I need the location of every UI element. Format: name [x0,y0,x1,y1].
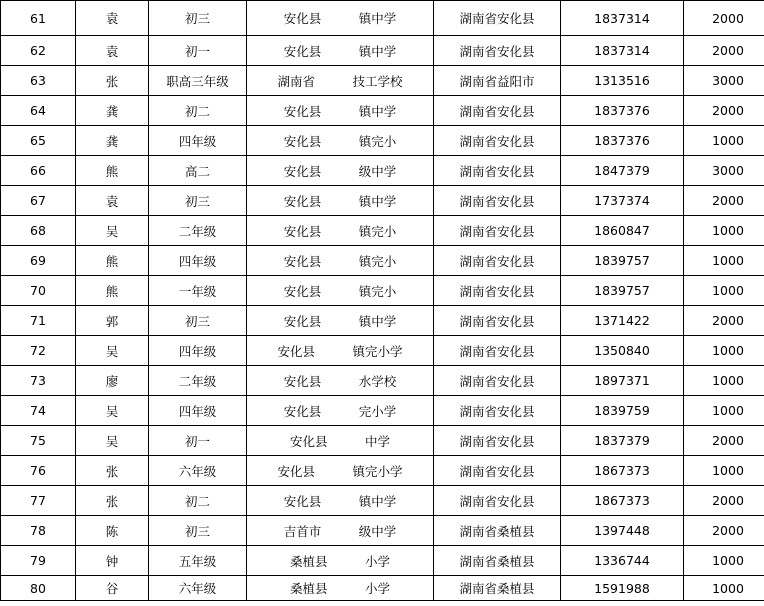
address-cell: 湖南省桑植县 [434,546,561,576]
grade-cell: 初三 [149,306,247,336]
name-cell: 龚 [76,126,149,156]
amount-cell: 2000 [684,96,764,126]
name-cell: 龚 [76,96,149,126]
name-cell: 张 [76,486,149,516]
row-number-cell: 73 [1,366,76,396]
grade-cell: 初二 [149,486,247,516]
phone-cell: 1860847 [561,216,684,246]
row-number-cell: 62 [1,36,76,66]
amount-cell: 2000 [684,306,764,336]
school-cell: 安化县 镇完小 [247,246,434,276]
table-row [1,576,764,601]
table-row [1,246,764,276]
row-number-cell: 80 [1,576,76,601]
row-number-cell: 75 [1,426,76,456]
address-cell: 湖南省安化县 [434,306,561,336]
name-cell: 廖 [76,366,149,396]
grade-cell: 四年级 [149,126,247,156]
address-cell: 湖南省益阳市 [434,66,561,96]
grade-cell: 初一 [149,426,247,456]
row-number-cell: 61 [1,1,76,36]
phone-cell: 1313516 [561,66,684,96]
phone-cell: 1837379 [561,426,684,456]
table-row [1,186,764,216]
name-cell: 谷 [76,576,149,601]
phone-cell: 1839759 [561,396,684,426]
phone-cell: 1897371 [561,366,684,396]
row-number-cell: 63 [1,66,76,96]
row-number-cell: 66 [1,156,76,186]
school-cell: 安化县 完小学 [247,396,434,426]
amount-cell: 1000 [684,246,764,276]
table-row [1,336,764,366]
grade-cell: 六年级 [149,576,247,601]
name-cell: 张 [76,66,149,96]
grade-cell: 高二 [149,156,247,186]
grade-cell: 五年级 [149,546,247,576]
school-cell: 安化县 镇完小 [247,216,434,246]
name-cell: 吴 [76,426,149,456]
school-cell: 安化县 级中学 [247,156,434,186]
grade-cell: 初二 [149,96,247,126]
amount-cell: 1000 [684,126,764,156]
amount-cell: 1000 [684,216,764,246]
name-cell: 熊 [76,156,149,186]
grade-cell: 六年级 [149,456,247,486]
row-number-cell: 71 [1,306,76,336]
address-cell: 湖南省安化县 [434,366,561,396]
school-cell: 安化县 镇完小 [247,276,434,306]
school-cell: 安化县 镇中学 [247,36,434,66]
school-cell: 安化县 水学校 [247,366,434,396]
amount-cell: 2000 [684,1,764,36]
table-row [1,456,764,486]
school-cell: 安化县 镇中学 [247,96,434,126]
row-number-cell: 68 [1,216,76,246]
phone-cell: 1839757 [561,246,684,276]
phone-cell: 1336744 [561,546,684,576]
grade-cell: 二年级 [149,366,247,396]
school-cell: 安化县 镇中学 [247,1,434,36]
table-row [1,516,764,546]
row-number-cell: 79 [1,546,76,576]
grade-cell: 一年级 [149,276,247,306]
amount-cell: 1000 [684,366,764,396]
amount-cell: 1000 [684,576,764,601]
table-row [1,486,764,516]
table-row [1,306,764,336]
phone-cell: 1837314 [561,36,684,66]
address-cell: 湖南省安化县 [434,216,561,246]
row-number-cell: 78 [1,516,76,546]
table-body [1,1,764,601]
school-cell: 安化县 镇中学 [247,306,434,336]
table-row [1,276,764,306]
row-number-cell: 69 [1,246,76,276]
phone-cell: 1591988 [561,576,684,601]
phone-cell: 1737374 [561,186,684,216]
amount-cell: 1000 [684,396,764,426]
address-cell: 湖南省安化县 [434,36,561,66]
table-row [1,216,764,246]
phone-cell: 1847379 [561,156,684,186]
name-cell: 张 [76,456,149,486]
school-cell: 湖南省 技工学校 [247,66,434,96]
amount-cell: 2000 [684,36,764,66]
grade-cell: 初三 [149,1,247,36]
name-cell: 袁 [76,186,149,216]
row-number-cell: 72 [1,336,76,366]
address-cell: 湖南省安化县 [434,186,561,216]
address-cell: 湖南省安化县 [434,156,561,186]
phone-cell: 1350840 [561,336,684,366]
grade-cell: 初三 [149,186,247,216]
address-cell: 湖南省安化县 [434,456,561,486]
grade-cell: 职高三年级 [149,66,247,96]
row-number-cell: 74 [1,396,76,426]
address-cell: 湖南省安化县 [434,246,561,276]
phone-cell: 1837376 [561,96,684,126]
amount-cell: 1000 [684,336,764,366]
school-cell: 安化县 镇完小学 [247,336,434,366]
amount-cell: 2000 [684,486,764,516]
school-cell: 安化县 镇中学 [247,186,434,216]
grade-cell: 四年级 [149,396,247,426]
school-cell: 安化县 镇完小 [247,126,434,156]
row-number-cell: 76 [1,456,76,486]
row-number-cell: 65 [1,126,76,156]
phone-cell: 1837376 [561,126,684,156]
table-row [1,1,764,36]
phone-cell: 1867373 [561,456,684,486]
amount-cell: 3000 [684,156,764,186]
name-cell: 吴 [76,216,149,246]
name-cell: 熊 [76,246,149,276]
school-cell: 桑植县 小学 [247,546,434,576]
name-cell: 陈 [76,516,149,546]
table-row [1,546,764,576]
row-number-cell: 70 [1,276,76,306]
grade-cell: 初一 [149,36,247,66]
school-cell: 安化县 镇完小学 [247,456,434,486]
name-cell: 钟 [76,546,149,576]
table-row [1,66,764,96]
table-row [1,366,764,396]
address-cell: 湖南省安化县 [434,336,561,366]
grade-cell: 二年级 [149,216,247,246]
address-cell: 湖南省安化县 [434,426,561,456]
address-cell: 湖南省桑植县 [434,516,561,546]
amount-cell: 1000 [684,546,764,576]
phone-cell: 1839757 [561,276,684,306]
name-cell: 吴 [76,336,149,366]
name-cell: 袁 [76,36,149,66]
table-row [1,96,764,126]
address-cell: 湖南省安化县 [434,276,561,306]
row-number-cell: 67 [1,186,76,216]
school-cell: 安化县 中学 [247,426,434,456]
amount-cell: 1000 [684,456,764,486]
grade-cell: 四年级 [149,336,247,366]
address-cell: 湖南省安化县 [434,126,561,156]
name-cell: 吴 [76,396,149,426]
phone-cell: 1397448 [561,516,684,546]
name-cell: 郭 [76,306,149,336]
table-row [1,396,764,426]
phone-cell: 1371422 [561,306,684,336]
amount-cell: 2000 [684,426,764,456]
address-cell: 湖南省安化县 [434,96,561,126]
row-number-cell: 77 [1,486,76,516]
table-row [1,426,764,456]
grade-cell: 四年级 [149,246,247,276]
address-cell: 湖南省桑植县 [434,576,561,601]
amount-cell: 3000 [684,66,764,96]
school-cell: 吉首市 级中学 [247,516,434,546]
table-row [1,126,764,156]
amount-cell: 2000 [684,186,764,216]
amount-cell: 2000 [684,516,764,546]
address-cell: 湖南省安化县 [434,396,561,426]
address-cell: 湖南省安化县 [434,1,561,36]
row-number-cell: 64 [1,96,76,126]
school-cell: 安化县 镇中学 [247,486,434,516]
name-cell: 熊 [76,276,149,306]
table-row [1,36,764,66]
school-cell: 桑植县 小学 [247,576,434,601]
amount-cell: 1000 [684,276,764,306]
address-cell: 湖南省安化县 [434,486,561,516]
name-cell: 袁 [76,1,149,36]
grade-cell: 初三 [149,516,247,546]
phone-cell: 1867373 [561,486,684,516]
phone-cell: 1837314 [561,1,684,36]
table-row [1,156,764,186]
